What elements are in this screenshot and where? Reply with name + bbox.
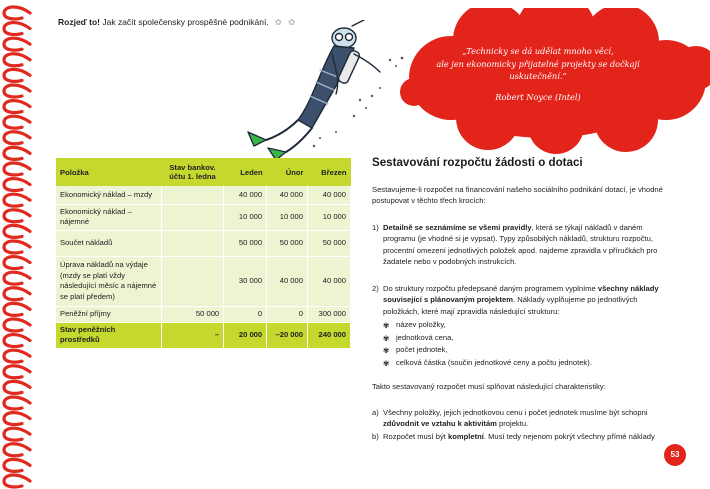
cell-start bbox=[161, 256, 223, 306]
total-jan: 20 000 bbox=[224, 322, 267, 348]
char-b-text-1: Rozpočet musí být bbox=[383, 432, 448, 441]
char-b-label: b) bbox=[372, 432, 379, 441]
quote-text bbox=[408, 45, 668, 103]
spiral-ring bbox=[4, 303, 30, 315]
cell-mar: 300 000 bbox=[307, 306, 350, 322]
cell-mar: 50 000 bbox=[307, 230, 350, 256]
spiral-ring bbox=[4, 413, 30, 425]
header-bold: Rozjeď to! bbox=[58, 17, 100, 27]
table-row bbox=[56, 230, 351, 256]
spiral-ring bbox=[4, 381, 30, 393]
header-january: Leden bbox=[224, 158, 267, 186]
cell-feb: 0 bbox=[267, 306, 308, 322]
spiral-ring bbox=[4, 225, 30, 237]
step-2-text-1: Do struktury rozpočtu předepsané daným programem vyplníme bbox=[383, 284, 598, 293]
header-start-balance: Stav bankov. účtu 1. ledna bbox=[161, 158, 223, 186]
spiral-ring bbox=[4, 319, 30, 331]
step-1-bold: Detailně se seznámíme se všemi pravidly bbox=[383, 223, 532, 232]
paw-bullet-icon: ✾ bbox=[383, 358, 390, 368]
cell-mar: 40 000 bbox=[307, 256, 350, 306]
cell-feb: 50 000 bbox=[267, 230, 308, 256]
spiral-ring bbox=[4, 459, 30, 471]
cell-start: 50 000 bbox=[161, 306, 223, 322]
spiral-ring bbox=[4, 69, 30, 81]
cell-mar: 10 000 bbox=[307, 204, 350, 230]
spiral-ring bbox=[4, 101, 30, 113]
spiral-ring bbox=[4, 397, 30, 409]
list-item bbox=[383, 319, 668, 332]
cell-feb: 40 000 bbox=[267, 186, 308, 204]
table-total-row bbox=[56, 322, 351, 348]
spiral-ring bbox=[4, 179, 30, 191]
cell-item: Peněžní příjmy bbox=[56, 306, 161, 322]
spiral-ring bbox=[4, 241, 30, 253]
cell-item: Ekonomický náklad – mzdy bbox=[56, 186, 161, 204]
cell-start bbox=[161, 230, 223, 256]
list-item-text: jednotková cena, bbox=[396, 332, 454, 342]
step-1-paragraph bbox=[372, 222, 668, 268]
spiral-ring bbox=[4, 475, 30, 487]
char-a-text-2: projektu. bbox=[496, 419, 529, 429]
total-start: – bbox=[161, 322, 223, 348]
list-item-text: počet jednotek, bbox=[396, 345, 448, 354]
spiral-ring bbox=[4, 23, 30, 35]
cell-jan: 10 000 bbox=[224, 204, 267, 230]
char-a-label: a) bbox=[372, 408, 379, 417]
list-item-text: celková částka (součin jednotkové ceny a počtu jednotek). bbox=[396, 357, 592, 367]
spiral-ring bbox=[4, 116, 30, 128]
total-mar: 240 000 bbox=[307, 322, 350, 348]
spiral-ring bbox=[4, 194, 30, 206]
spiral-ring bbox=[4, 288, 30, 300]
quote-line-2: ale jen ekonomicky přijatelné projekty se dočkají bbox=[436, 58, 640, 69]
step-1-label: 1) bbox=[372, 223, 379, 232]
page-number: 53 bbox=[664, 444, 686, 466]
list-item bbox=[383, 332, 668, 345]
list-item bbox=[383, 357, 668, 370]
cell-jan: 30 000 bbox=[224, 256, 267, 306]
spiral-ring bbox=[4, 132, 30, 144]
cell-jan: 40 000 bbox=[224, 186, 267, 204]
cell-jan: 0 bbox=[224, 306, 267, 322]
quote-author: Robert Noyce (Intel) bbox=[495, 91, 581, 102]
spiral-ring bbox=[4, 272, 30, 284]
step-2-label: 2) bbox=[372, 284, 379, 293]
header-text: Jak začít společensky prospěšné podnikání. bbox=[100, 17, 269, 27]
table-header-row bbox=[56, 158, 351, 186]
spiral-ring bbox=[4, 210, 30, 222]
paw-bullet-icon: ✾ bbox=[383, 346, 390, 355]
total-item: Stav peněžních prostředků bbox=[56, 322, 161, 348]
cell-start bbox=[161, 186, 223, 204]
cell-mar: 40 000 bbox=[307, 186, 350, 204]
char-b-text-2: . Musí tedy nejenom pokrýt všechny přímé náklady bbox=[483, 432, 655, 441]
section-title: Sestavování rozpočtu žádosti o dotaci bbox=[372, 156, 583, 169]
step-2-bold: všechny náklady související s plánovaným projektem bbox=[383, 284, 659, 305]
spiral-ring bbox=[4, 366, 30, 378]
char-a-bold: zdůvodnit ve vztahu k aktivitám bbox=[383, 419, 497, 429]
table-row bbox=[56, 204, 351, 230]
spiral-ring bbox=[4, 85, 30, 97]
list-item-text: název položky, bbox=[396, 320, 446, 329]
total-feb: –20 000 bbox=[267, 322, 308, 348]
cell-jan: 50 000 bbox=[224, 230, 267, 256]
cell-feb: 40 000 bbox=[267, 256, 308, 306]
cashflow-table bbox=[56, 158, 351, 349]
quote-line-1: „Technicky se dá udělat mnoho věcí, bbox=[462, 46, 614, 56]
table-row bbox=[56, 256, 351, 306]
char-a-text-1: Všechny položky, jejich jednotkovou cenu i počet jednotek musíme být schopni bbox=[383, 408, 648, 417]
cell-start bbox=[161, 204, 223, 230]
step-2-text-2: . Náklady vyplňujeme po jednotlivých položkách, které mají zpravidla následující strukturu: bbox=[383, 295, 638, 316]
cell-item: Součet nákladů bbox=[56, 230, 161, 256]
cell-item: Ekonomický náklad – nájemné bbox=[56, 204, 161, 230]
paw-decoration-icon: ✿ ✿ bbox=[274, 17, 298, 27]
intro-paragraph: Sestavujeme-li rozpočet na financování našeho sociálního podnikání dotací, je vhodné postupovat v těchto třech krocích: bbox=[372, 185, 663, 206]
step-1-text: , která se týkají nákladů v daném programu (je vhodné si je vypsat). Typy způsobilých nákladů, strukturu rozpočtu, procentní omezení jednotlivých položek apod. najdeme zpravidla v příručkách pro žadatele nebo v podobných instrukcích. bbox=[383, 223, 658, 267]
spiral-ring bbox=[4, 350, 30, 362]
step-2-paragraph bbox=[372, 283, 668, 317]
table-row bbox=[56, 306, 351, 322]
spiral-ring bbox=[4, 54, 30, 66]
char-b-bold: kompletní bbox=[448, 432, 484, 441]
cell-item: Úprava nákladů na výdaje (mzdy se platí vždy následující měsíc a nájemné se platí předem) bbox=[56, 256, 161, 306]
header-february: Únor bbox=[267, 158, 308, 186]
char-b-paragraph bbox=[372, 431, 668, 442]
list-item bbox=[383, 344, 668, 357]
spiral-ring bbox=[4, 428, 30, 440]
spiral-ring bbox=[4, 335, 30, 347]
diver-illustration bbox=[240, 20, 420, 160]
spiral-ring bbox=[4, 163, 30, 175]
char-a-paragraph bbox=[372, 407, 668, 430]
spiral-binding bbox=[0, 0, 44, 489]
cell-feb: 10 000 bbox=[267, 204, 308, 230]
table-row bbox=[56, 186, 351, 204]
paw-bullet-icon: ✾ bbox=[383, 321, 390, 330]
characteristics-intro: Takto sestavovaný rozpočet musí splňovat následující charakteristiky: bbox=[372, 382, 606, 391]
structure-list bbox=[372, 319, 668, 369]
spiral-ring bbox=[4, 7, 30, 19]
header-march: Březen bbox=[307, 158, 350, 186]
paw-bullet-icon: ✾ bbox=[383, 333, 390, 343]
spiral-ring bbox=[4, 257, 30, 269]
header-item: Položka bbox=[56, 158, 161, 186]
quote-line-3: uskutečnění.“ bbox=[509, 71, 567, 81]
spiral-ring bbox=[4, 38, 30, 50]
spiral-ring bbox=[4, 147, 30, 159]
spiral-ring bbox=[4, 444, 30, 456]
